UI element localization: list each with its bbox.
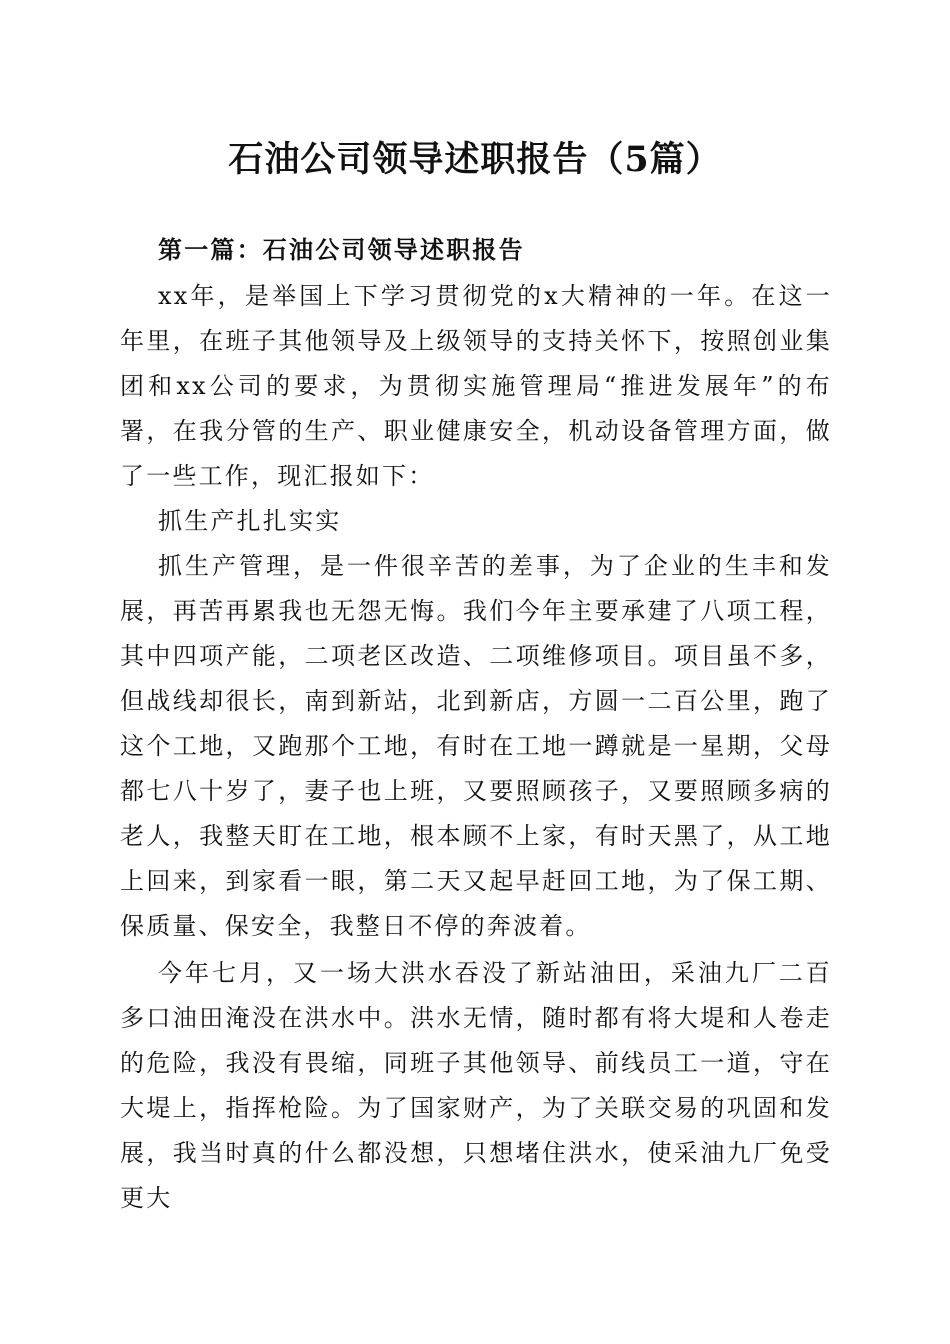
- paragraph-production: 抓生产管理，是一件很辛苦的差事，为了企业的生丰和发展，再苦再累我也无怨无悔。我们今年主要承建了八项工程，其中四项产能，二项老区改造、二项维修项目。项目虽不多，但战线却很长，南到新站，北到新店，方圆一二百公里，跑了这个工地，又跑那个工地，有时在工地一蹲就是一星期，父母都七八十岁了，妻子也上班，又要照顾孩子，又要照顾多病的老人，我整天盯在工地，根本顾不上家，有时天黑了，从工地上回来，到家看一眼，第二天又起早赶回工地，为了保工期、保质量、保安全，我整日不停的奔波着。: [120, 552, 832, 940]
- document-body: [120, 226, 832, 1221]
- subheading-production: 抓生产扎扎实实: [158, 507, 342, 535]
- paragraph-flood: 今年七月，又一场大洪水吞没了新站油田，采油九厂二百多口油田淹没在洪水中。洪水无情，随时都有将大堤和人卷走的危险，我没有畏缩，同班子其他领导、前线员工一道，守在大堤上，指挥枪险。为了国家财产，为了关联交易的巩固和发展，我当时真的什么都没想，只想堵住洪水，使采油九厂免受更大: [120, 959, 832, 1212]
- paragraph-intro: xx年，是举国上下学习贯彻党的x大精神的一年。在这一年里，在班子其他领导及上级领导的支持关怀下，按照创业集团和xx公司的要求，为贯彻实施管理局“推进发展年”的布署，在我分管的生产、职业健康安全，机动设备管理方面，做了一些工作，现汇报如下：: [120, 282, 832, 490]
- document-title: 石油公司领导述职报告（5篇）: [228, 139, 722, 180]
- section-heading: 第一篇：石油公司领导述职报告: [158, 235, 525, 264]
